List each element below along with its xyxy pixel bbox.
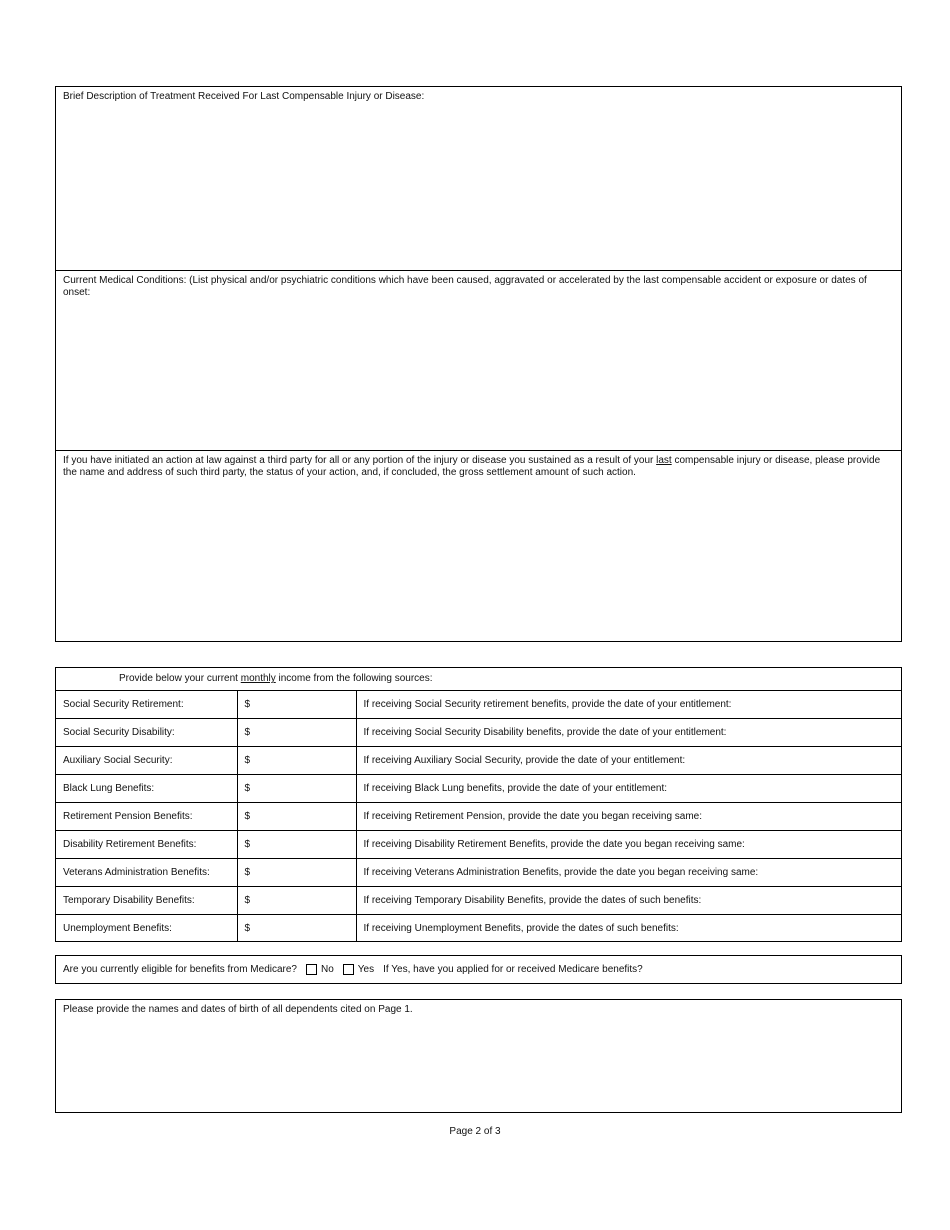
- income-header-underlined: monthly: [240, 673, 276, 685]
- income-table: [56, 668, 901, 942]
- income-date-question[interactable]: If receiving Retirement Pension, provide the date you began receiving same:: [356, 802, 901, 830]
- page-number: Page 2 of 3: [449, 1126, 501, 1137]
- medicare-no-checkbox[interactable]: [306, 964, 317, 975]
- medicare-question: Are you currently eligible for benefits from Medicare?: [63, 964, 297, 975]
- medical-conditions-label: Current Medical Conditions: (List physical and/or psychiatric conditions which have been caused, aggravated or accelerated by the last compensable accident or exposure or dates of onset:: [63, 275, 867, 298]
- medicare-yes-checkbox[interactable]: [343, 964, 354, 975]
- income-source-label: Veterans Administration Benefits:: [56, 858, 237, 886]
- income-amount-field[interactable]: $: [237, 858, 356, 886]
- income-row: [56, 830, 901, 858]
- medicare-follow-up: If Yes, have you applied for or received Medicare benefits?: [383, 964, 643, 975]
- injury-details-box: [55, 86, 902, 642]
- income-date-question[interactable]: If receiving Temporary Disability Benefits, provide the dates of such benefits:: [356, 886, 901, 914]
- income-amount-field[interactable]: $: [237, 802, 356, 830]
- income-date-question[interactable]: If receiving Unemployment Benefits, provide the dates of such benefits:: [356, 914, 901, 942]
- income-amount-field[interactable]: $: [237, 690, 356, 718]
- income-date-question[interactable]: If receiving Auxiliary Social Security, provide the date of your entitlement:: [356, 746, 901, 774]
- income-table-box: [55, 667, 902, 942]
- third-party-label-after: compensable injury or disease, please provide the name and address of such third party, the status of your action, and, if concluded, the gross settlement amount of such action.: [63, 455, 881, 478]
- income-date-question[interactable]: If receiving Social Security Disability benefits, provide the date of your entitlement:: [356, 718, 901, 746]
- income-row: [56, 858, 901, 886]
- income-source-label: Black Lung Benefits:: [56, 774, 237, 802]
- income-date-question[interactable]: If receiving Social Security retirement benefits, provide the date of your entitlement:: [356, 690, 901, 718]
- income-header-before: Provide below your current: [119, 673, 241, 685]
- income-amount-field[interactable]: $: [237, 830, 356, 858]
- income-header: [56, 668, 901, 690]
- third-party-action-section[interactable]: [56, 451, 901, 640]
- income-date-question[interactable]: If receiving Disability Retirement Benefits, provide the date you began receiving same:: [356, 830, 901, 858]
- income-source-label: Temporary Disability Benefits:: [56, 886, 237, 914]
- medical-conditions-section[interactable]: [56, 271, 901, 451]
- income-amount-field[interactable]: $: [237, 914, 356, 942]
- income-source-label: Unemployment Benefits:: [56, 914, 237, 942]
- income-date-question[interactable]: If receiving Black Lung benefits, provide the date of your entitlement:: [356, 774, 901, 802]
- third-party-label-before: If you have initiated an action at law against a third party for all or any portion of the injury or disease you sustained as a result of your: [63, 455, 657, 466]
- income-amount-field[interactable]: $: [237, 746, 356, 774]
- income-header-row: [56, 668, 901, 690]
- income-row: [56, 802, 901, 830]
- income-row: [56, 914, 901, 942]
- income-source-label: Disability Retirement Benefits:: [56, 830, 237, 858]
- income-row: [56, 774, 901, 802]
- income-source-label: Social Security Disability:: [56, 718, 237, 746]
- income-row: [56, 886, 901, 914]
- income-date-question[interactable]: If receiving Veterans Administration Benefits, provide the date you began receiving same:: [356, 858, 901, 886]
- medicare-box: [55, 955, 902, 984]
- treatment-label: Brief Description of Treatment Received For Last Compensable Injury or Disease:: [63, 91, 425, 102]
- income-row: [56, 690, 901, 718]
- treatment-section[interactable]: [56, 87, 901, 271]
- income-source-label: Auxiliary Social Security:: [56, 746, 237, 774]
- income-amount-field[interactable]: $: [237, 886, 356, 914]
- income-source-label: Retirement Pension Benefits:: [56, 802, 237, 830]
- income-amount-field[interactable]: $: [237, 718, 356, 746]
- income-row: [56, 746, 901, 774]
- income-amount-field[interactable]: $: [237, 774, 356, 802]
- income-row: [56, 718, 901, 746]
- income-source-label: Social Security Retirement:: [56, 690, 237, 718]
- third-party-label-underlined: last: [656, 455, 672, 466]
- income-header-after: income from the following sources:: [275, 673, 433, 685]
- medicare-no-label: No: [321, 964, 334, 975]
- dependents-label: Please provide the names and dates of birth of all dependents cited on Page 1.: [63, 1004, 413, 1015]
- medicare-yes-label: Yes: [357, 964, 375, 975]
- dependents-box[interactable]: [55, 999, 902, 1113]
